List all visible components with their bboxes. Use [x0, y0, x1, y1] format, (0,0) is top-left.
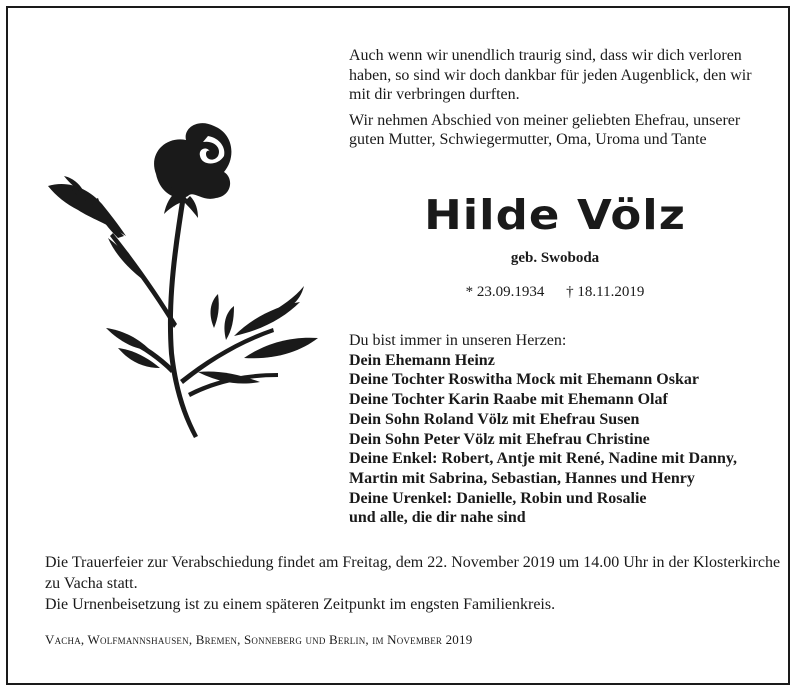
intro-text [349, 46, 769, 156]
mourner-line: Deine Tochter Roswitha Mock mit Ehemann Oskar [349, 371, 699, 389]
mourners-lead: Du bist immer in unseren Herzen: [349, 332, 567, 349]
mourner-line: Dein Sohn Peter Völz mit Ehefrau Christine [349, 430, 650, 448]
mourner-line: und alle, die dir nahe sind [349, 509, 526, 527]
obituary-frame [6, 6, 790, 685]
farewell-text: Wir nehmen Abschied von meiner geliebten Ehefrau, unserer guten Mutter, Schwiegermutter, Oma, Uroma und Tante [349, 111, 741, 148]
mourner-line: Deine Tochter Karin Raabe mit Ehemann Olaf [349, 391, 668, 409]
places-and-date: Vacha, Wolfmannshausen, Bremen, Sonneberg und Berlin, im November 2019 [45, 632, 473, 647]
mourners-list [349, 331, 789, 528]
death-date: † 18.11.2019 [566, 284, 645, 300]
funeral-notice: Die Trauerfeier zur Verabschiedung findet am Freitag, dem 22. November 2019 um 14.00 Uhr in der Klosterkirche zu Vacha statt. [45, 554, 781, 592]
mourner-line: Dein Sohn Roland Völz mit Ehefrau Susen [349, 410, 640, 428]
maiden-name: geb. Swoboda [510, 250, 600, 266]
mourner-line: Martin mit Sabrina, Sebastian, Hannes und Henry [349, 469, 695, 487]
consolation-quote: Auch wenn wir unendlich traurig sind, dass wir dich verloren haben, so sind wir doch dankbar für jeden Augenblick, den wir mit dir verbringen durften. [349, 47, 752, 103]
mourner-line: Deine Enkel: Robert, Antje mit René, Nadine mit Danny, [349, 450, 737, 468]
birth-date: * 23.09.1934 [465, 284, 545, 300]
rose-icon [38, 118, 338, 448]
ceremony-info [45, 552, 785, 615]
urn-notice: Die Urnenbeisetzung ist zu einem späteren Zeitpunkt im engsten Familienkreis. [45, 596, 556, 613]
life-dates [349, 284, 761, 301]
deceased-name: Hilde Völz [424, 190, 686, 239]
mourner-line: Deine Urenkel: Danielle, Robin und Rosalie [349, 489, 647, 507]
mourner-line: Dein Ehemann Heinz [349, 351, 495, 369]
